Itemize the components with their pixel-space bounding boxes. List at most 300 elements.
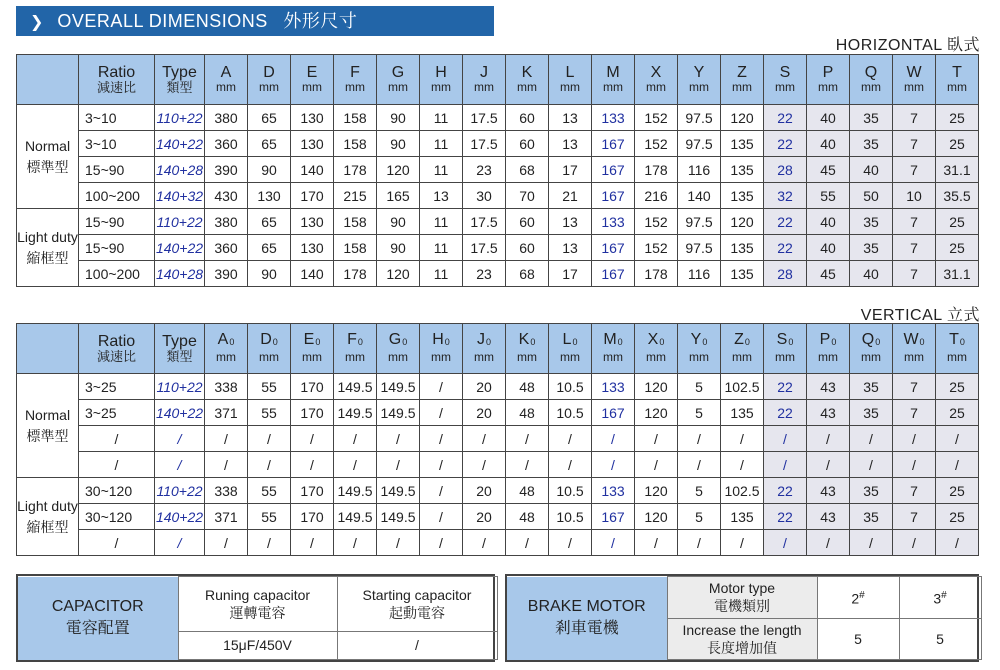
value-cell-l: 10.5	[549, 504, 592, 530]
increase-length-header	[667, 618, 817, 660]
header-letter-subscript: 0	[919, 337, 925, 347]
ratio-cell: 15~90	[79, 209, 155, 235]
value-cell-h: /	[420, 478, 463, 504]
header-col-letter	[850, 332, 892, 350]
header-unit: mm	[259, 79, 279, 94]
value-cell-z: 135	[721, 504, 764, 530]
header-col-letter	[721, 65, 763, 80]
value-cell-s: 22	[764, 209, 807, 235]
value-cell-t: 31.1	[936, 157, 979, 183]
value-cell-h: /	[420, 530, 463, 556]
motor-type-3-mark: #	[941, 589, 947, 601]
value-cell-s: 28	[764, 261, 807, 287]
header-col-letter	[334, 65, 376, 80]
header-letter-text: X	[650, 63, 662, 81]
value-cell-l: 13	[549, 235, 592, 261]
header-col-letter	[764, 332, 806, 350]
group-label	[17, 374, 79, 478]
group-label-zh: 標準型	[26, 158, 69, 175]
header-col-a	[205, 55, 248, 105]
value-cell-m: 133	[592, 105, 635, 131]
ratio-cell: 3~10	[79, 131, 155, 157]
value-cell-y: 5	[678, 374, 721, 400]
value-cell-q: /	[850, 426, 893, 452]
value-cell-j: 23	[463, 157, 506, 183]
horizontal-dimensions-table	[16, 54, 979, 287]
value-cell-z: 120	[721, 209, 764, 235]
header-unit: mm	[388, 350, 408, 364]
header-col-g	[377, 55, 420, 105]
type-cell: 110+22	[155, 105, 205, 131]
value-cell-z: /	[721, 426, 764, 452]
value-cell-f: 149.5	[334, 400, 377, 426]
header-letter-text: J	[480, 63, 488, 81]
type-cell: 110+22	[155, 209, 205, 235]
header-unit: mm	[517, 350, 537, 364]
header-unit: mm	[646, 79, 666, 94]
header-unit: mm	[861, 79, 881, 94]
value-cell-q: 35	[850, 235, 893, 261]
capacitor-title-zh: 電容配置	[65, 620, 130, 637]
header-col-letter	[549, 65, 591, 80]
header-letter-subscript: 0	[788, 337, 794, 347]
header-letter-text: Z	[734, 331, 744, 348]
value-cell-s: 22	[764, 105, 807, 131]
running-capacitor-header	[178, 577, 337, 632]
value-cell-q: 35	[850, 478, 893, 504]
value-cell-e: 130	[291, 235, 334, 261]
value-cell-a: 430	[205, 183, 248, 209]
value-cell-y: 5	[678, 478, 721, 504]
value-cell-g: 120	[377, 261, 420, 287]
header-type-sub: 類型	[166, 79, 193, 95]
capacitor-panel	[16, 574, 495, 662]
value-cell-z: 135	[721, 183, 764, 209]
header-letter-text: D	[260, 331, 272, 348]
value-cell-f: 149.5	[334, 374, 377, 400]
header-unit: mm	[216, 79, 236, 94]
header-letter-subscript: 0	[659, 337, 665, 347]
header-letter-text: F	[347, 331, 357, 348]
header-col-letter	[807, 65, 849, 80]
header-col-j	[463, 55, 506, 105]
table-row	[17, 400, 979, 426]
value-cell-w: 7	[893, 235, 936, 261]
value-cell-t: /	[936, 530, 979, 556]
value-cell-j: /	[463, 452, 506, 478]
header-col-letter	[506, 332, 548, 350]
value-cell-l: 17	[549, 261, 592, 287]
header-unit: mm	[474, 350, 494, 364]
value-cell-g: 165	[377, 183, 420, 209]
header-col-letter	[420, 332, 462, 350]
brake-motor-title-zh: 剎車電機	[554, 620, 619, 637]
header-letter-subscript: 0	[315, 337, 321, 347]
header-col-s	[764, 324, 807, 374]
value-cell-m: /	[592, 426, 635, 452]
value-cell-q: /	[850, 530, 893, 556]
header-blank-cell	[17, 324, 79, 374]
value-cell-e: 130	[291, 131, 334, 157]
motor-type-2-number: 2	[851, 590, 860, 607]
value-cell-j: /	[463, 530, 506, 556]
value-cell-f: 215	[334, 183, 377, 209]
value-cell-t: 25	[936, 374, 979, 400]
type-cell: 140+22	[155, 131, 205, 157]
header-letter-subscript: 0	[617, 337, 623, 347]
value-cell-t: 31.1	[936, 261, 979, 287]
group-label	[17, 478, 79, 556]
header-letter-text: E	[306, 63, 318, 81]
vertical-label: VERTICAL 立式	[860, 307, 980, 324]
header-ratio	[79, 55, 155, 105]
header-blank-cell	[17, 55, 79, 105]
value-cell-y: 116	[678, 157, 721, 183]
brake-motor-panel	[505, 574, 979, 662]
value-cell-a: 338	[205, 374, 248, 400]
header-letter-subscript: 0	[744, 337, 750, 347]
header-unit: mm	[431, 79, 451, 94]
ratio-cell: 100~200	[79, 261, 155, 287]
table-row	[17, 209, 979, 235]
header-unit: mm	[732, 350, 752, 364]
value-cell-w: 7	[893, 131, 936, 157]
header-unit: mm	[560, 79, 580, 94]
value-cell-j: 30	[463, 183, 506, 209]
value-cell-j: 17.5	[463, 131, 506, 157]
header-col-e	[291, 55, 334, 105]
type-cell: 140+28	[155, 261, 205, 287]
header-type-name: Type	[162, 63, 197, 81]
value-cell-x: 152	[635, 131, 678, 157]
value-cell-q: 35	[850, 209, 893, 235]
header-letter-subscript: 0	[402, 337, 408, 347]
header-unit: mm	[818, 350, 838, 364]
value-cell-p: 40	[807, 235, 850, 261]
value-cell-y: 97.5	[678, 105, 721, 131]
header-unit: mm	[474, 79, 494, 94]
header-letter-text: K	[518, 331, 530, 348]
value-cell-l: 13	[549, 209, 592, 235]
header-col-t	[936, 55, 979, 105]
value-cell-x: 120	[635, 478, 678, 504]
value-cell-f: /	[334, 530, 377, 556]
value-cell-h: 11	[420, 209, 463, 235]
value-cell-x: 152	[635, 105, 678, 131]
header-col-letter	[334, 332, 376, 350]
value-cell-a: 371	[205, 504, 248, 530]
value-cell-h: /	[420, 400, 463, 426]
value-cell-x: 120	[635, 400, 678, 426]
header-col-letter	[635, 65, 677, 80]
value-cell-e: /	[291, 452, 334, 478]
value-cell-w: 7	[893, 105, 936, 131]
value-cell-w: /	[893, 426, 936, 452]
capacitor-title-en: CAPACITOR	[51, 598, 144, 615]
value-cell-f: 158	[334, 131, 377, 157]
value-cell-m: /	[592, 530, 635, 556]
value-cell-x: 178	[635, 261, 678, 287]
value-cell-j: 17.5	[463, 209, 506, 235]
group-label-en: Light duty	[17, 228, 78, 245]
value-cell-p: /	[807, 530, 850, 556]
motor-type-en: Motor type	[708, 580, 776, 597]
value-cell-q: 50	[850, 183, 893, 209]
ratio-cell: 30~120	[79, 504, 155, 530]
header-col-letter	[936, 332, 978, 350]
value-cell-g: /	[377, 426, 420, 452]
table-row	[17, 261, 979, 287]
value-cell-p: 45	[807, 261, 850, 287]
header-letter-subscript: 0	[875, 337, 881, 347]
header-unit: mm	[818, 79, 838, 94]
motor-type-header	[667, 577, 817, 619]
header-letter-text: Y	[690, 331, 702, 348]
value-cell-p: 55	[807, 183, 850, 209]
value-cell-w: 7	[893, 374, 936, 400]
table-row	[17, 157, 979, 183]
header-col-letter	[678, 65, 720, 80]
header-letter-text: T	[949, 331, 959, 348]
header-col-letter	[893, 332, 935, 350]
header-col-w	[893, 324, 936, 374]
value-cell-f: 178	[334, 261, 377, 287]
header-letter-text: Z	[737, 63, 747, 81]
capacitor-title	[18, 577, 178, 660]
header-letter-text: L	[562, 331, 572, 348]
value-cell-d: /	[248, 452, 291, 478]
value-cell-p: /	[807, 452, 850, 478]
value-cell-a: /	[205, 426, 248, 452]
value-cell-k: 60	[506, 235, 549, 261]
header-col-x	[635, 55, 678, 105]
value-cell-j: 20	[463, 400, 506, 426]
value-cell-x: 120	[635, 504, 678, 530]
value-cell-t: 25	[936, 400, 979, 426]
header-col-l	[549, 55, 592, 105]
header-col-z	[721, 324, 764, 374]
value-cell-m: /	[592, 452, 635, 478]
value-cell-l: /	[549, 452, 592, 478]
value-cell-h: /	[420, 426, 463, 452]
value-cell-y: 5	[678, 504, 721, 530]
header-letter-subscript: 0	[831, 337, 837, 347]
header-letter-text: E	[303, 331, 315, 348]
value-cell-t: /	[936, 452, 979, 478]
header-unit: mm	[904, 79, 924, 94]
group-label	[17, 105, 79, 209]
header-letter-text: P	[822, 63, 834, 81]
value-cell-z: /	[721, 530, 764, 556]
group-label	[17, 209, 79, 287]
value-cell-h: 11	[420, 105, 463, 131]
value-cell-a: /	[205, 452, 248, 478]
value-cell-t: 25	[936, 235, 979, 261]
header-col-y	[678, 55, 721, 105]
group-label-zh: 標準型	[26, 427, 69, 444]
group-label-en: Normal	[24, 137, 71, 154]
value-cell-l: 13	[549, 105, 592, 131]
header-col-p	[807, 55, 850, 105]
value-cell-a: 380	[205, 105, 248, 131]
page-title: OVERALL DIMENSIONS	[57, 11, 268, 31]
header-col-letter	[592, 332, 634, 350]
value-cell-s: 22	[764, 131, 807, 157]
value-cell-w: 7	[893, 209, 936, 235]
value-cell-d: 90	[248, 157, 291, 183]
header-letter-text: A	[220, 63, 232, 81]
header-unit: mm	[646, 350, 666, 364]
table-row	[17, 235, 979, 261]
value-cell-g: 120	[377, 157, 420, 183]
brake-motor-title	[507, 577, 667, 660]
header-col-k	[506, 324, 549, 374]
value-cell-z: 102.5	[721, 478, 764, 504]
value-cell-k: 48	[506, 504, 549, 530]
value-cell-m: 133	[592, 478, 635, 504]
header-letter-text: Y	[693, 63, 705, 81]
header-col-letter	[893, 65, 935, 80]
value-cell-f: 149.5	[334, 478, 377, 504]
header-letter-text: X	[647, 331, 659, 348]
value-cell-p: 43	[807, 504, 850, 530]
ratio-cell: 3~10	[79, 105, 155, 131]
value-cell-s: /	[764, 452, 807, 478]
value-cell-t: 35.5	[936, 183, 979, 209]
header-letter-text: M	[603, 331, 617, 348]
header-letter-text: S	[776, 331, 788, 348]
value-cell-z: 135	[721, 261, 764, 287]
header-unit: mm	[775, 79, 795, 94]
type-cell: 140+22	[155, 504, 205, 530]
value-cell-q: /	[850, 452, 893, 478]
value-cell-x: /	[635, 530, 678, 556]
value-cell-x: 178	[635, 157, 678, 183]
value-cell-a: 360	[205, 235, 248, 261]
value-cell-f: /	[334, 452, 377, 478]
header-ratio-sub: 減速比	[96, 348, 136, 364]
value-cell-x: /	[635, 426, 678, 452]
value-cell-p: 40	[807, 105, 850, 131]
value-cell-f: 149.5	[334, 504, 377, 530]
header-letter-subscript: 0	[959, 337, 965, 347]
value-cell-s: 32	[764, 183, 807, 209]
group-label-zh: 縮框型	[26, 249, 69, 266]
value-cell-g: 90	[377, 131, 420, 157]
ratio-cell: /	[79, 530, 155, 556]
value-cell-e: 140	[291, 261, 334, 287]
value-cell-x: /	[635, 452, 678, 478]
header-col-letter	[291, 332, 333, 350]
value-cell-s: 22	[764, 478, 807, 504]
increase-length-zh: 長度增加值	[707, 639, 777, 656]
header-letter-text: J	[476, 331, 485, 348]
header-unit: mm	[302, 350, 322, 364]
header-letter-text: L	[565, 63, 575, 81]
header-col-letter	[549, 332, 591, 350]
value-cell-k: 68	[506, 261, 549, 287]
value-cell-g: /	[377, 530, 420, 556]
header-col-l	[549, 324, 592, 374]
motor-type-3-number: 3	[933, 590, 942, 607]
header-unit: mm	[732, 79, 752, 94]
value-cell-h: /	[420, 504, 463, 530]
value-cell-h: /	[420, 374, 463, 400]
value-cell-s: 22	[764, 235, 807, 261]
value-cell-x: 152	[635, 209, 678, 235]
value-cell-z: 135	[721, 400, 764, 426]
value-cell-e: 170	[291, 183, 334, 209]
header-col-d	[248, 324, 291, 374]
value-cell-w: /	[893, 530, 936, 556]
value-cell-k: 48	[506, 374, 549, 400]
increase-value-3: 5	[899, 618, 981, 660]
table-row	[17, 105, 979, 131]
header-unit: mm	[345, 350, 365, 364]
value-cell-j: 23	[463, 261, 506, 287]
header-col-t	[936, 324, 979, 374]
value-cell-m: 167	[592, 400, 635, 426]
header-letter-text: W	[903, 331, 919, 348]
value-cell-k: 70	[506, 183, 549, 209]
value-cell-a: /	[205, 530, 248, 556]
header-col-letter	[635, 332, 677, 350]
header-col-p	[807, 324, 850, 374]
table-row	[17, 426, 979, 452]
value-cell-e: 130	[291, 209, 334, 235]
value-cell-k: 68	[506, 157, 549, 183]
value-cell-e: 170	[291, 400, 334, 426]
value-cell-m: 133	[592, 374, 635, 400]
value-cell-y: 97.5	[678, 131, 721, 157]
value-cell-q: 40	[850, 157, 893, 183]
value-cell-a: 380	[205, 209, 248, 235]
value-cell-q: 35	[850, 105, 893, 131]
value-cell-t: 25	[936, 209, 979, 235]
type-cell: 110+22	[155, 478, 205, 504]
section-banner	[16, 6, 494, 36]
value-cell-q: 35	[850, 131, 893, 157]
value-cell-g: 149.5	[377, 400, 420, 426]
value-cell-q: 35	[850, 400, 893, 426]
brake-motor-title-en: BRAKE MOTOR	[527, 598, 646, 615]
value-cell-t: 25	[936, 105, 979, 131]
value-cell-g: 90	[377, 235, 420, 261]
value-cell-h: 13	[420, 183, 463, 209]
value-cell-s: 28	[764, 157, 807, 183]
value-cell-p: 43	[807, 478, 850, 504]
value-cell-d: 65	[248, 235, 291, 261]
header-col-g	[377, 324, 420, 374]
header-col-letter	[678, 332, 720, 350]
header-col-x	[635, 324, 678, 374]
value-cell-w: 7	[893, 261, 936, 287]
value-cell-d: 130	[248, 183, 291, 209]
header-unit: mm	[689, 350, 709, 364]
header-letter-text: P	[819, 331, 831, 348]
starting-capacitor-en: Starting capacitor	[362, 586, 472, 603]
value-cell-y: 97.5	[678, 235, 721, 261]
header-unit: mm	[388, 79, 408, 94]
header-unit: mm	[775, 350, 795, 364]
header-letter-subscript: 0	[530, 337, 536, 347]
value-cell-f: /	[334, 426, 377, 452]
value-cell-p: 45	[807, 157, 850, 183]
value-cell-j: /	[463, 426, 506, 452]
type-cell: 140+28	[155, 157, 205, 183]
header-unit: mm	[603, 79, 623, 94]
table-row	[17, 131, 979, 157]
